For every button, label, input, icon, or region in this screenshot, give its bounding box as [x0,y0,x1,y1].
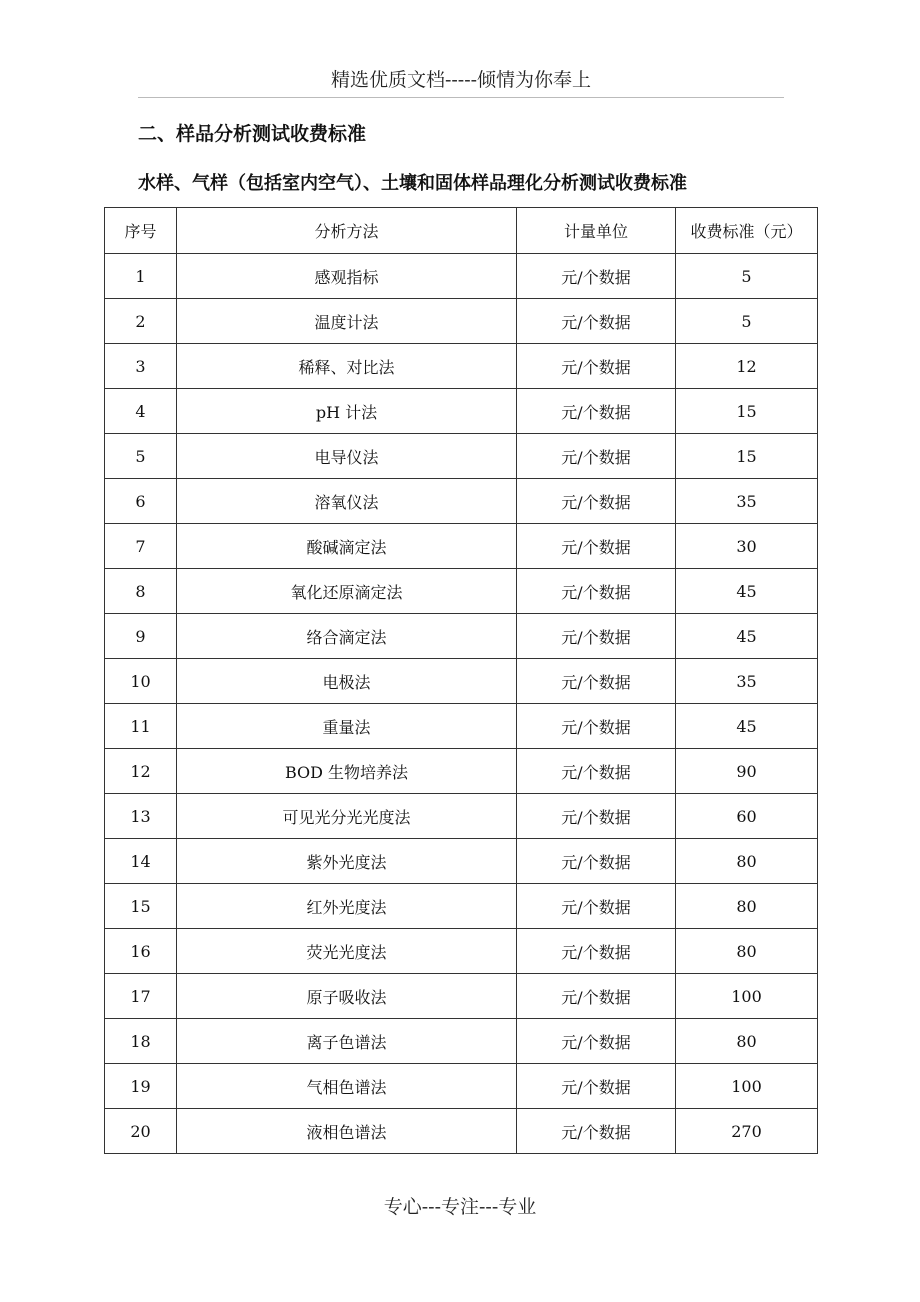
table-row [105,704,818,749]
table-row [105,614,818,659]
table-row [105,749,818,794]
cell-index: 1 [105,254,177,299]
cell-method: 荧光光度法 [177,929,517,974]
cell-fee: 45 [676,704,818,749]
cell-fee: 80 [676,839,818,884]
cell-index: 9 [105,614,177,659]
cell-unit: 元/个数据 [517,299,676,344]
cell-index: 7 [105,524,177,569]
cell-fee: 12 [676,344,818,389]
table-row [105,1109,818,1154]
cell-index: 4 [105,389,177,434]
cell-method: 气相色谱法 [177,1064,517,1109]
cell-index: 13 [105,794,177,839]
cell-method: 电导仪法 [177,434,517,479]
cell-unit: 元/个数据 [517,1109,676,1154]
cell-fee: 100 [676,1064,818,1109]
cell-method: pH 计法 [177,389,517,434]
table-row [105,479,818,524]
cell-fee: 80 [676,884,818,929]
cell-method: 离子色谱法 [177,1019,517,1064]
cell-fee: 30 [676,524,818,569]
cell-fee: 15 [676,389,818,434]
cell-fee: 80 [676,1019,818,1064]
table-row [105,929,818,974]
cell-fee: 90 [676,749,818,794]
cell-fee: 45 [676,569,818,614]
cell-unit: 元/个数据 [517,839,676,884]
cell-unit: 元/个数据 [517,479,676,524]
table-header [105,208,818,254]
cell-method: 液相色谱法 [177,1109,517,1154]
cell-fee: 5 [676,254,818,299]
column-header-fee: 收费标准（元） [676,208,818,254]
cell-unit: 元/个数据 [517,659,676,704]
cell-unit: 元/个数据 [517,884,676,929]
cell-unit: 元/个数据 [517,929,676,974]
table-row [105,884,818,929]
table-body [105,254,818,1154]
table-row [105,1019,818,1064]
cell-index: 6 [105,479,177,524]
table-row [105,524,818,569]
cell-unit: 元/个数据 [517,254,676,299]
cell-method: BOD 生物培养法 [177,749,517,794]
cell-fee: 15 [676,434,818,479]
cell-unit: 元/个数据 [517,344,676,389]
cell-unit: 元/个数据 [517,749,676,794]
cell-fee: 60 [676,794,818,839]
cell-method: 溶氧仪法 [177,479,517,524]
cell-fee: 35 [676,659,818,704]
cell-fee: 270 [676,1109,818,1154]
cell-index: 17 [105,974,177,1019]
table-row [105,659,818,704]
footer-text: 专心---专注---专业 [383,1196,537,1218]
cell-unit: 元/个数据 [517,614,676,659]
cell-fee: 80 [676,929,818,974]
fee-table [104,207,818,1154]
cell-unit: 元/个数据 [517,974,676,1019]
cell-method: 感观指标 [177,254,517,299]
section-title: 二、样品分析测试收费标准 [138,123,367,145]
table-row [105,434,818,479]
header-text: 精选优质文档-----倾情为你奉上 [330,69,592,91]
cell-method: 稀释、对比法 [177,344,517,389]
cell-index: 12 [105,749,177,794]
cell-method: 温度计法 [177,299,517,344]
cell-fee: 100 [676,974,818,1019]
cell-unit: 元/个数据 [517,434,676,479]
page-footer [0,1192,920,1222]
table-row [105,569,818,614]
table-row [105,1064,818,1109]
cell-method: 氧化还原滴定法 [177,569,517,614]
table-title: 水样、气样（包括室内空气）、土壤和固体样品理化分析测试收费标准 [138,173,687,194]
cell-fee: 45 [676,614,818,659]
cell-unit: 元/个数据 [517,389,676,434]
cell-method: 络合滴定法 [177,614,517,659]
cell-unit: 元/个数据 [517,524,676,569]
cell-unit: 元/个数据 [517,569,676,614]
table-row [105,974,818,1019]
cell-index: 18 [105,1019,177,1064]
column-header-index: 序号 [105,208,177,254]
cell-index: 10 [105,659,177,704]
cell-index: 16 [105,929,177,974]
cell-method: 原子吸收法 [177,974,517,1019]
cell-index: 14 [105,839,177,884]
cell-method: 可见光分光光度法 [177,794,517,839]
cell-index: 20 [105,1109,177,1154]
cell-method: 电极法 [177,659,517,704]
cell-unit: 元/个数据 [517,1019,676,1064]
cell-unit: 元/个数据 [517,794,676,839]
cell-method: 红外光度法 [177,884,517,929]
table-row [105,389,818,434]
cell-method: 重量法 [177,704,517,749]
cell-index: 3 [105,344,177,389]
cell-method: 紫外光度法 [177,839,517,884]
cell-index: 15 [105,884,177,929]
header-row [105,208,818,254]
cell-unit: 元/个数据 [517,704,676,749]
cell-unit: 元/个数据 [517,1064,676,1109]
table-row [105,254,818,299]
cell-index: 11 [105,704,177,749]
cell-method: 酸碱滴定法 [177,524,517,569]
cell-index: 5 [105,434,177,479]
table-row [105,299,818,344]
table-row [105,344,818,389]
table-row [105,839,818,884]
cell-index: 19 [105,1064,177,1109]
column-header-unit: 计量单位 [517,208,676,254]
cell-index: 2 [105,299,177,344]
cell-fee: 35 [676,479,818,524]
table-row [105,794,818,839]
cell-fee: 5 [676,299,818,344]
cell-index: 8 [105,569,177,614]
column-header-method: 分析方法 [177,208,517,254]
page-header [138,66,784,98]
